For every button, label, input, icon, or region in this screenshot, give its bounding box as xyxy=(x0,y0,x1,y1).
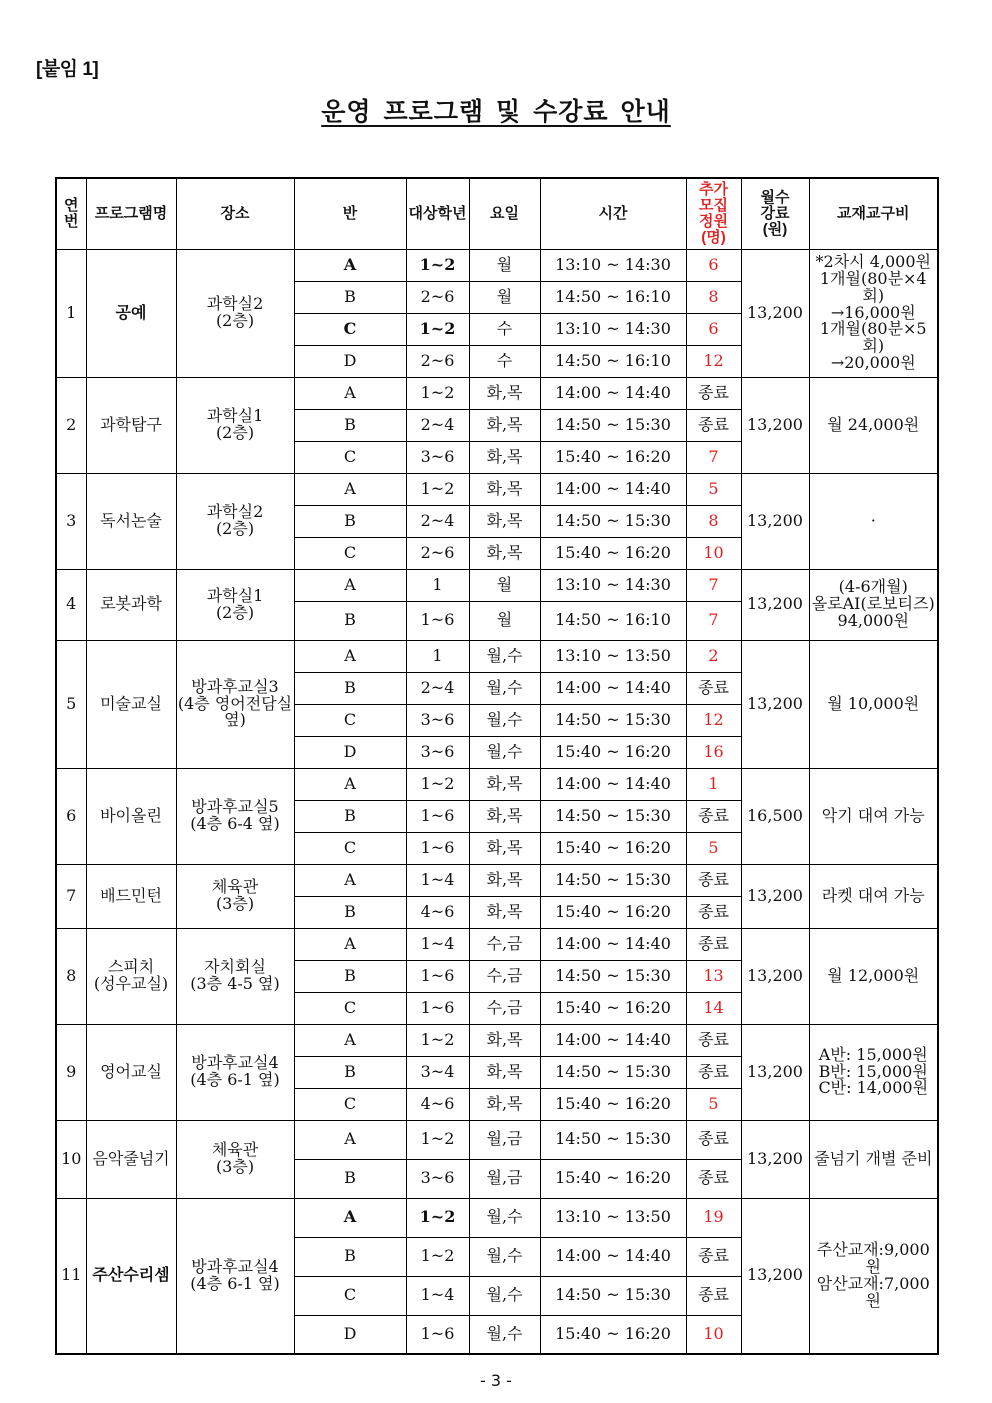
program-place: 과학실1 (2층) xyxy=(176,569,294,640)
monthly-fee: 13,200 xyxy=(741,1024,809,1120)
class-day: 월 xyxy=(469,249,540,281)
target-grade: 3~6 xyxy=(406,736,469,768)
extra-capacity: 5 xyxy=(686,1088,741,1120)
target-grade: 1~2 xyxy=(406,249,469,281)
class-day: 화,목 xyxy=(469,800,540,832)
header-class: 반 xyxy=(294,178,406,249)
target-grade: 2~4 xyxy=(406,672,469,704)
class-time: 14:00 ~ 14:40 xyxy=(540,473,686,505)
class-label: A xyxy=(294,864,406,896)
extra-capacity: 종료 xyxy=(686,864,741,896)
header-time: 시간 xyxy=(540,178,686,249)
target-grade: 2~6 xyxy=(406,537,469,569)
class-day: 수,금 xyxy=(469,928,540,960)
program-place: 자치회실 (3층 4-5 옆) xyxy=(176,928,294,1024)
program-no: 4 xyxy=(56,569,86,640)
monthly-fee: 13,200 xyxy=(741,569,809,640)
class-label: A xyxy=(294,249,406,281)
class-day: 수 xyxy=(469,345,540,377)
class-label: A xyxy=(294,377,406,409)
target-grade: 1~6 xyxy=(406,960,469,992)
class-time: 15:40 ~ 16:20 xyxy=(540,537,686,569)
class-day: 수 xyxy=(469,313,540,345)
class-time: 14:50 ~ 16:10 xyxy=(540,601,686,640)
header-material: 교재교구비 xyxy=(809,178,938,249)
class-day: 화,목 xyxy=(469,409,540,441)
target-grade: 1~6 xyxy=(406,800,469,832)
class-label: B xyxy=(294,281,406,313)
class-time: 15:40 ~ 16:20 xyxy=(540,992,686,1024)
material-fee: · xyxy=(809,473,938,569)
class-day: 화,목 xyxy=(469,896,540,928)
class-time: 15:40 ~ 16:20 xyxy=(540,736,686,768)
target-grade: 1~4 xyxy=(406,928,469,960)
class-time: 14:50 ~ 15:30 xyxy=(540,864,686,896)
extra-capacity: 14 xyxy=(686,992,741,1024)
target-grade: 1~2 xyxy=(406,313,469,345)
header-extra: 추가 모집 정원 (명) xyxy=(686,178,741,249)
table-row xyxy=(56,249,938,281)
class-day: 월,수 xyxy=(469,1198,540,1237)
extra-capacity: 19 xyxy=(686,1198,741,1237)
class-label: A xyxy=(294,768,406,800)
material-fee: 월 12,000원 xyxy=(809,928,938,1024)
extra-capacity: 종료 xyxy=(686,928,741,960)
class-time: 15:40 ~ 16:20 xyxy=(540,832,686,864)
class-time: 14:00 ~ 14:40 xyxy=(540,928,686,960)
table-row xyxy=(56,1024,938,1056)
class-time: 15:40 ~ 16:20 xyxy=(540,896,686,928)
program-place: 과학실2 (2층) xyxy=(176,249,294,377)
program-name: 주산수리셈 xyxy=(86,1198,176,1354)
class-time: 14:50 ~ 15:30 xyxy=(540,1056,686,1088)
class-time: 13:10 ~ 14:30 xyxy=(540,249,686,281)
table-row xyxy=(56,1120,938,1159)
class-label: C xyxy=(294,832,406,864)
extra-capacity: 종료 xyxy=(686,1056,741,1088)
program-place: 방과후교실3 (4층 영어전담실 옆) xyxy=(176,640,294,768)
class-label: D xyxy=(294,1315,406,1354)
target-grade: 4~6 xyxy=(406,1088,469,1120)
program-name: 로봇과학 xyxy=(86,569,176,640)
class-time: 15:40 ~ 16:20 xyxy=(540,1159,686,1198)
class-time: 14:00 ~ 14:40 xyxy=(540,768,686,800)
material-fee: 라켓 대여 가능 xyxy=(809,864,938,928)
class-day: 화,목 xyxy=(469,768,540,800)
target-grade: 1~2 xyxy=(406,377,469,409)
extra-capacity: 종료 xyxy=(686,896,741,928)
class-day: 화,목 xyxy=(469,864,540,896)
table-row xyxy=(56,928,938,960)
class-time: 15:40 ~ 16:20 xyxy=(540,1088,686,1120)
table-row xyxy=(56,864,938,896)
extra-capacity: 종료 xyxy=(686,1159,741,1198)
material-fee: *2차시 4,000원 1개월(80분×4회) →16,000원 1개월(80분×5회) →20,000원 xyxy=(809,249,938,377)
class-label: C xyxy=(294,313,406,345)
page-number: - 3 - xyxy=(480,1371,512,1390)
target-grade: 2~4 xyxy=(406,505,469,537)
class-label: C xyxy=(294,1276,406,1315)
class-label: B xyxy=(294,896,406,928)
program-no: 5 xyxy=(56,640,86,768)
target-grade: 1~2 xyxy=(406,1024,469,1056)
class-time: 15:40 ~ 16:20 xyxy=(540,1315,686,1354)
table-body xyxy=(56,249,938,1354)
class-day: 화,목 xyxy=(469,473,540,505)
class-label: A xyxy=(294,1024,406,1056)
extra-capacity: 10 xyxy=(686,1315,741,1354)
material-fee: (4-6개월) 올로AI(로보티즈) 94,000원 xyxy=(809,569,938,640)
extra-capacity: 16 xyxy=(686,736,741,768)
class-day: 화,목 xyxy=(469,832,540,864)
program-no: 11 xyxy=(56,1198,86,1354)
target-grade: 2~6 xyxy=(406,281,469,313)
page-title: 운영 프로그램 및 수강료 안내 xyxy=(321,98,671,126)
target-grade: 2~4 xyxy=(406,409,469,441)
monthly-fee: 13,200 xyxy=(741,473,809,569)
monthly-fee: 13,200 xyxy=(741,640,809,768)
program-place: 체육관 (3층) xyxy=(176,864,294,928)
table-header-row xyxy=(56,178,938,249)
program-name: 영어교실 xyxy=(86,1024,176,1120)
program-name: 미술교실 xyxy=(86,640,176,768)
target-grade: 1~6 xyxy=(406,832,469,864)
target-grade: 1~6 xyxy=(406,601,469,640)
monthly-fee: 13,200 xyxy=(741,1120,809,1198)
class-time: 14:00 ~ 14:40 xyxy=(540,672,686,704)
header-day: 요일 xyxy=(469,178,540,249)
class-label: B xyxy=(294,505,406,537)
extra-capacity: 12 xyxy=(686,704,741,736)
extra-capacity: 종료 xyxy=(686,672,741,704)
program-no: 2 xyxy=(56,377,86,473)
class-day: 화,목 xyxy=(469,1088,540,1120)
header-place: 장소 xyxy=(176,178,294,249)
program-no: 10 xyxy=(56,1120,86,1198)
extra-capacity: 10 xyxy=(686,537,741,569)
class-time: 14:50 ~ 15:30 xyxy=(540,800,686,832)
target-grade: 1~2 xyxy=(406,768,469,800)
extra-capacity: 7 xyxy=(686,441,741,473)
class-time: 14:00 ~ 14:40 xyxy=(540,1024,686,1056)
extra-capacity: 종료 xyxy=(686,800,741,832)
program-no: 1 xyxy=(56,249,86,377)
program-name: 바이올린 xyxy=(86,768,176,864)
class-label: B xyxy=(294,672,406,704)
class-time: 13:10 ~ 13:50 xyxy=(540,1198,686,1237)
monthly-fee: 16,500 xyxy=(741,768,809,864)
table-row xyxy=(56,1198,938,1237)
header-no: 연 번 xyxy=(56,178,86,249)
class-day: 월,수 xyxy=(469,1276,540,1315)
class-time: 14:50 ~ 15:30 xyxy=(540,409,686,441)
class-day: 월 xyxy=(469,281,540,313)
class-label: B xyxy=(294,800,406,832)
class-day: 화,목 xyxy=(469,377,540,409)
class-label: A xyxy=(294,569,406,601)
material-fee: A반: 15,000원 B반: 15,000원 C반: 14,000원 xyxy=(809,1024,938,1120)
class-time: 13:10 ~ 14:30 xyxy=(540,313,686,345)
header-program: 프로그램명 xyxy=(86,178,176,249)
extra-capacity: 종료 xyxy=(686,1237,741,1276)
target-grade: 1~2 xyxy=(406,473,469,505)
target-grade: 1 xyxy=(406,569,469,601)
class-label: C xyxy=(294,1088,406,1120)
class-day: 월 xyxy=(469,569,540,601)
attachment-label: [붙임 1] xyxy=(36,59,99,80)
monthly-fee: 13,200 xyxy=(741,249,809,377)
header-grade: 대상학년 xyxy=(406,178,469,249)
program-place: 과학실1 (2층) xyxy=(176,377,294,473)
target-grade: 1~6 xyxy=(406,992,469,1024)
target-grade: 2~6 xyxy=(406,345,469,377)
monthly-fee: 13,200 xyxy=(741,377,809,473)
target-grade: 1~4 xyxy=(406,1276,469,1315)
class-time: 14:50 ~ 16:10 xyxy=(540,345,686,377)
target-grade: 1~2 xyxy=(406,1120,469,1159)
table-row xyxy=(56,377,938,409)
class-day: 화,목 xyxy=(469,537,540,569)
class-time: 15:40 ~ 16:20 xyxy=(540,441,686,473)
material-fee: 악기 대여 가능 xyxy=(809,768,938,864)
program-no: 6 xyxy=(56,768,86,864)
extra-capacity: 종료 xyxy=(686,409,741,441)
program-place: 방과후교실4 (4층 6-1 옆) xyxy=(176,1198,294,1354)
extra-capacity: 종료 xyxy=(686,1024,741,1056)
class-day: 월,수 xyxy=(469,672,540,704)
class-label: B xyxy=(294,601,406,640)
extra-capacity: 종료 xyxy=(686,1276,741,1315)
extra-capacity: 종료 xyxy=(686,1120,741,1159)
table-row xyxy=(56,640,938,672)
class-time: 14:00 ~ 14:40 xyxy=(540,1237,686,1276)
program-no: 7 xyxy=(56,864,86,928)
extra-capacity: 5 xyxy=(686,473,741,505)
monthly-fee: 13,200 xyxy=(741,928,809,1024)
material-fee: 주산교재:9,000원 암산교재:7,000원 xyxy=(809,1198,938,1354)
class-label: A xyxy=(294,1198,406,1237)
extra-capacity: 1 xyxy=(686,768,741,800)
program-name: 과학탐구 xyxy=(86,377,176,473)
target-grade: 3~6 xyxy=(406,441,469,473)
extra-capacity: 2 xyxy=(686,640,741,672)
class-label: A xyxy=(294,928,406,960)
program-name: 공예 xyxy=(86,249,176,377)
program-no: 3 xyxy=(56,473,86,569)
class-day: 월,금 xyxy=(469,1159,540,1198)
class-time: 14:50 ~ 15:30 xyxy=(540,1276,686,1315)
target-grade: 3~6 xyxy=(406,704,469,736)
class-label: B xyxy=(294,1237,406,1276)
class-time: 13:10 ~ 14:30 xyxy=(540,569,686,601)
extra-capacity: 8 xyxy=(686,505,741,537)
extra-capacity: 6 xyxy=(686,313,741,345)
target-grade: 1~6 xyxy=(406,1315,469,1354)
program-place: 과학실2 (2층) xyxy=(176,473,294,569)
program-name: 독서논술 xyxy=(86,473,176,569)
target-grade: 1~2 xyxy=(406,1237,469,1276)
program-place: 방과후교실5 (4층 6-4 옆) xyxy=(176,768,294,864)
class-time: 14:50 ~ 15:30 xyxy=(540,505,686,537)
class-label: B xyxy=(294,960,406,992)
class-label: B xyxy=(294,1056,406,1088)
material-fee: 월 24,000원 xyxy=(809,377,938,473)
class-time: 14:50 ~ 15:30 xyxy=(540,960,686,992)
class-time: 13:10 ~ 13:50 xyxy=(540,640,686,672)
target-grade: 1~2 xyxy=(406,1198,469,1237)
class-day: 월,수 xyxy=(469,640,540,672)
header-fee: 월수 강료 (원) xyxy=(741,178,809,249)
program-place: 방과후교실4 (4층 6-1 옆) xyxy=(176,1024,294,1120)
program-no: 8 xyxy=(56,928,86,1024)
extra-capacity: 7 xyxy=(686,569,741,601)
class-time: 14:00 ~ 14:40 xyxy=(540,377,686,409)
material-fee: 줄넘기 개별 준비 xyxy=(809,1120,938,1198)
target-grade: 3~4 xyxy=(406,1056,469,1088)
table-row xyxy=(56,473,938,505)
program-name: 음악줄넘기 xyxy=(86,1120,176,1198)
class-day: 화,목 xyxy=(469,1024,540,1056)
class-label: A xyxy=(294,1120,406,1159)
class-label: B xyxy=(294,1159,406,1198)
class-day: 월,수 xyxy=(469,736,540,768)
class-label: A xyxy=(294,473,406,505)
class-label: D xyxy=(294,345,406,377)
class-label: C xyxy=(294,704,406,736)
class-day: 화,목 xyxy=(469,441,540,473)
target-grade: 1~4 xyxy=(406,864,469,896)
class-time: 14:50 ~ 15:30 xyxy=(540,1120,686,1159)
target-grade: 1 xyxy=(406,640,469,672)
extra-capacity: 6 xyxy=(686,249,741,281)
program-place: 체육관 (3층) xyxy=(176,1120,294,1198)
class-label: C xyxy=(294,992,406,1024)
program-name: 스피치 (성우교실) xyxy=(86,928,176,1024)
class-day: 화,목 xyxy=(469,1056,540,1088)
extra-capacity: 12 xyxy=(686,345,741,377)
class-day: 월,수 xyxy=(469,704,540,736)
class-day: 화,목 xyxy=(469,505,540,537)
class-time: 14:50 ~ 15:30 xyxy=(540,704,686,736)
class-label: C xyxy=(294,537,406,569)
material-fee: 월 10,000원 xyxy=(809,640,938,768)
class-day: 월,금 xyxy=(469,1120,540,1159)
extra-capacity: 13 xyxy=(686,960,741,992)
extra-capacity: 7 xyxy=(686,601,741,640)
extra-capacity: 8 xyxy=(686,281,741,313)
class-day: 수,금 xyxy=(469,992,540,1024)
program-name: 배드민턴 xyxy=(86,864,176,928)
class-day: 월 xyxy=(469,601,540,640)
target-grade: 3~6 xyxy=(406,1159,469,1198)
class-label: D xyxy=(294,736,406,768)
class-time: 14:50 ~ 16:10 xyxy=(540,281,686,313)
program-table xyxy=(55,177,939,1355)
class-label: A xyxy=(294,640,406,672)
class-label: C xyxy=(294,441,406,473)
class-label: B xyxy=(294,409,406,441)
extra-capacity: 종료 xyxy=(686,377,741,409)
monthly-fee: 13,200 xyxy=(741,864,809,928)
class-day: 수,금 xyxy=(469,960,540,992)
monthly-fee: 13,200 xyxy=(741,1198,809,1354)
program-no: 9 xyxy=(56,1024,86,1120)
class-day: 월,수 xyxy=(469,1315,540,1354)
table-row xyxy=(56,768,938,800)
target-grade: 4~6 xyxy=(406,896,469,928)
extra-capacity: 5 xyxy=(686,832,741,864)
table-row xyxy=(56,569,938,601)
class-day: 월,수 xyxy=(469,1237,540,1276)
